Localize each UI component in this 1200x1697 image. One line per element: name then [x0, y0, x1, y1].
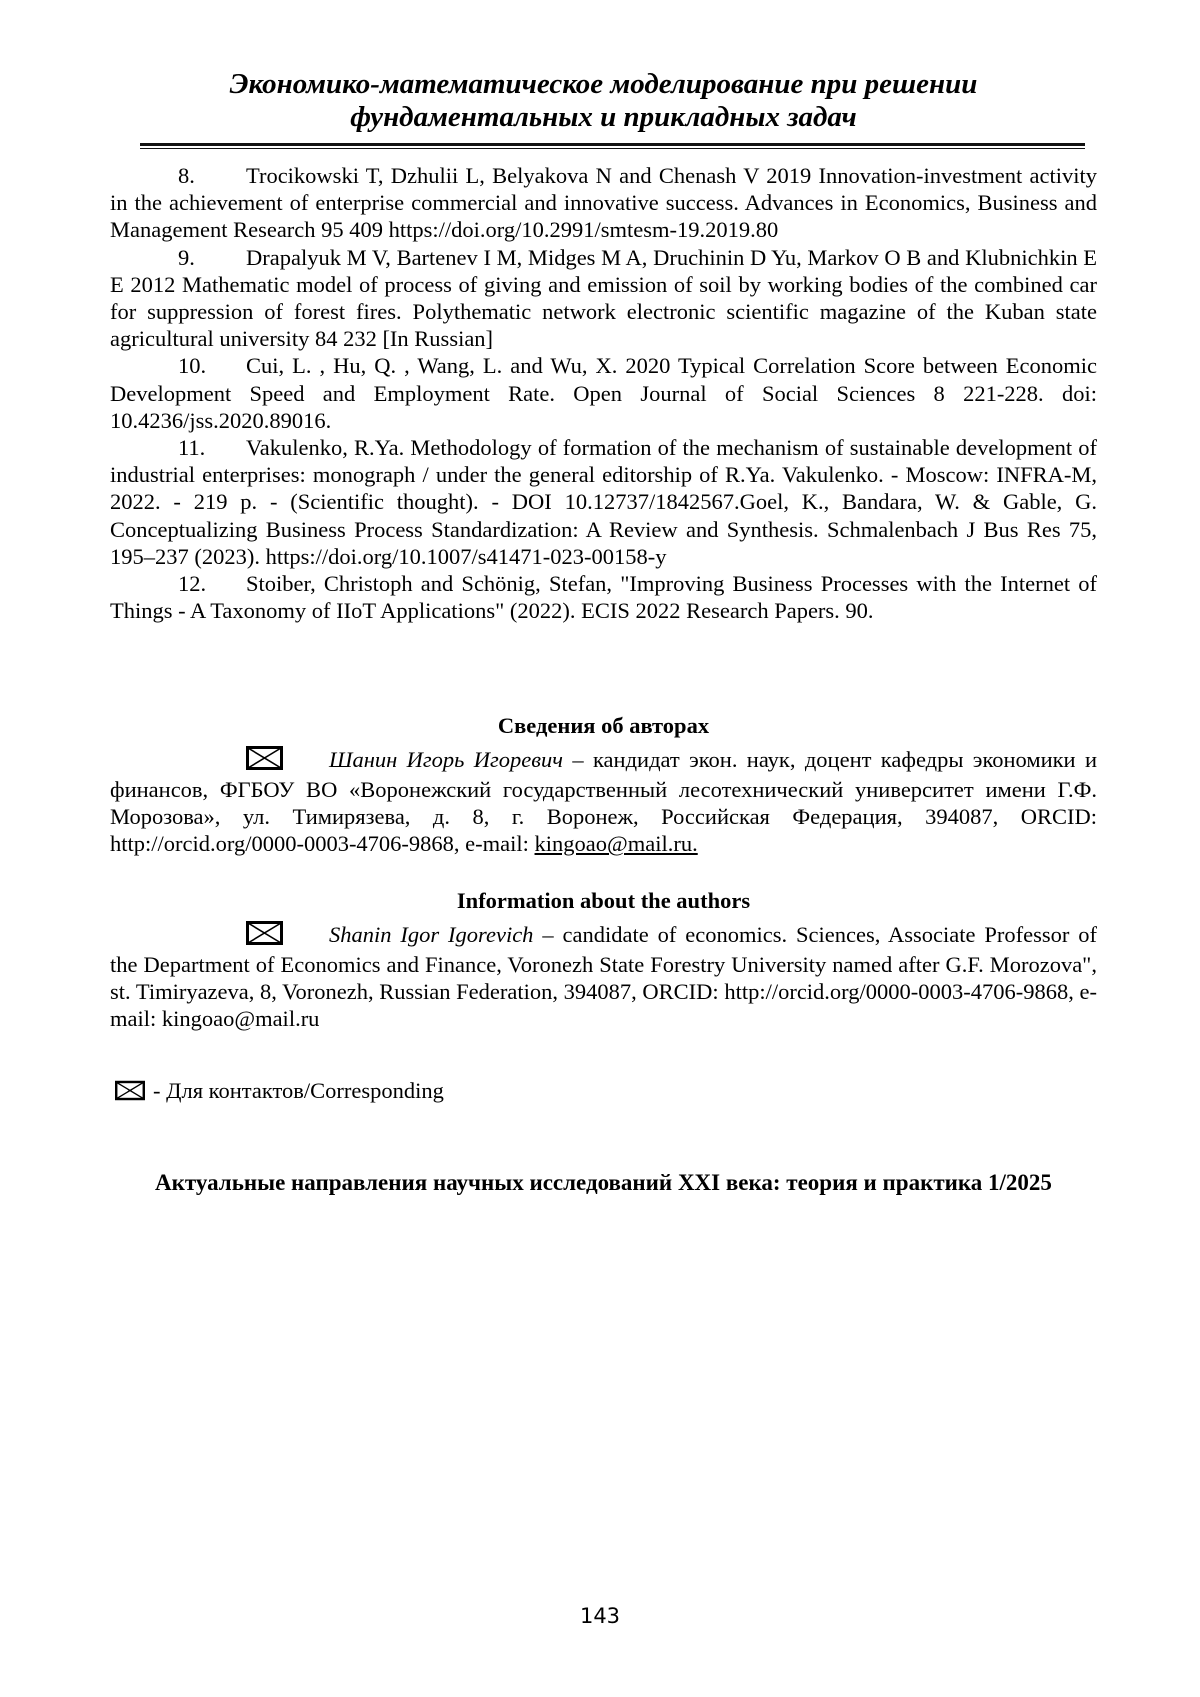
- envelope-icon: [178, 921, 283, 951]
- reference-text: Vakulenko, R.Ya. Methodology of formation of the mechanism of sustainable development of industrial enterprises: monograph / under the general editorship of R.Ya. Vakulenko. - Moscow: INFRA-M, 2022. - 219 p. - (Scientific thought). - DOI 10.12737/1842567.Goel, K., Bandara, W. & Gable, G. Conceptualizing Business Process Standardization: A Review and Synthesis. Schmalenbach J Bus Res 75, 195–237 (2023). https://doi.org/10.1007/s41471-023-00158-y: [110, 435, 1097, 569]
- page-number: 143: [579, 1604, 621, 1628]
- authors-heading-en: Information about the authors: [456, 888, 751, 914]
- running-head-line2: фундаментальных и прикладных задач: [350, 101, 857, 133]
- reference-number: 12.: [178, 571, 207, 597]
- reference-item: [110, 244, 1097, 353]
- authors-heading-ru: Сведения об авторах: [497, 713, 710, 739]
- reference-item: [110, 434, 1097, 570]
- reference-text: Trocikowski T, Dzhulii L, Belyakova N and Chenash V 2019 Innovation-investment activity in the achievement of enterprise commercial and innovative success. Advances in Economics, Business and Management Research 95 409 https://doi.org/10.2991/smtesm-19.2019.80: [110, 163, 1097, 243]
- author-email-link-ru[interactable]: kingoao@mail.ru.: [534, 831, 698, 857]
- reference-number: 8.: [178, 163, 195, 188]
- author-info-ru: [110, 746, 1097, 858]
- reference-number: 11.: [178, 435, 206, 461]
- author-name-en: Shanin Igor Igorevich: [329, 921, 534, 947]
- running-head: [110, 68, 1097, 134]
- author-details-en: – candidate of economics. Sciences, Associate Professor of the Department of Economics and Finance, Voronezh State Forestry University named after G.F. Morozova", st. Timiryazeva, 8, Voronezh, Russian Federation, 394087, ORCID: http://orcid.org/0000-0003-4706-9868, e-mail: kingoao@mail.ru: [110, 921, 1098, 1032]
- envelope-icon: [178, 746, 283, 776]
- references-list: [110, 162, 1097, 624]
- reference-number: 9.: [178, 244, 195, 270]
- reference-number: 10.: [178, 353, 207, 379]
- header-divider: [140, 143, 1085, 149]
- author-details-ru: – кандидат экон. наук, доцент кафедры экономики и финансов, ФГБОУ ВО «Воронежский государственный лесотехнический университет имени Г.Ф. Морозова», ул. Тимирязева, д. 8, г. Воронеж, Российская Федерация, 394087, ORCID: http://orcid.org/0000-0003-4706-9868, e-mail:: [110, 746, 1097, 857]
- corresponding-note: [115, 1077, 1097, 1108]
- corresponding-note-text: - Для контактов/Corresponding: [153, 1078, 444, 1104]
- envelope-icon: [115, 1079, 145, 1108]
- page-content: [0, 68, 1200, 1197]
- reference-item: [110, 352, 1097, 434]
- author-name-ru: Шанин Игорь Игоревич: [329, 746, 564, 772]
- reference-text: Stoiber, Christoph and Schönig, Stefan, "Improving Business Processes with the Internet of Things - A Taxonomy of IIoT Applications" (2022). ECIS 2022 Research Papers. 90.: [110, 571, 1097, 624]
- running-head-line1: Экономико-математическое моделирование при решении: [229, 68, 978, 100]
- reference-item: [110, 570, 1097, 624]
- reference-text: Cui, L. , Hu, Q. , Wang, L. and Wu, X. 2020 Typical Correlation Score between Economic Development Speed and Employment Rate. Open Journal of Social Sciences 8 221-228. doi: 10.4236/jss.2020.89016.: [110, 353, 1097, 433]
- reference-text: Drapalyuk M V, Bartenev I M, Midges M A, Druchinin D Yu, Markov O B and Klubnichkin E E 2012 Mathematic model of process of giving and emission of soil by working bodies of the combined car for suppression of forest fires. Polythematic network electronic scientific magazine of the Kuban state agricultural university 84 232 [In Russian]: [110, 244, 1097, 352]
- author-info-en: [110, 921, 1097, 1033]
- reference-item: [110, 162, 1097, 244]
- journal-footer: Актуальные направления научных исследований XXI века: теория и практика 1/2025: [155, 1169, 1052, 1195]
